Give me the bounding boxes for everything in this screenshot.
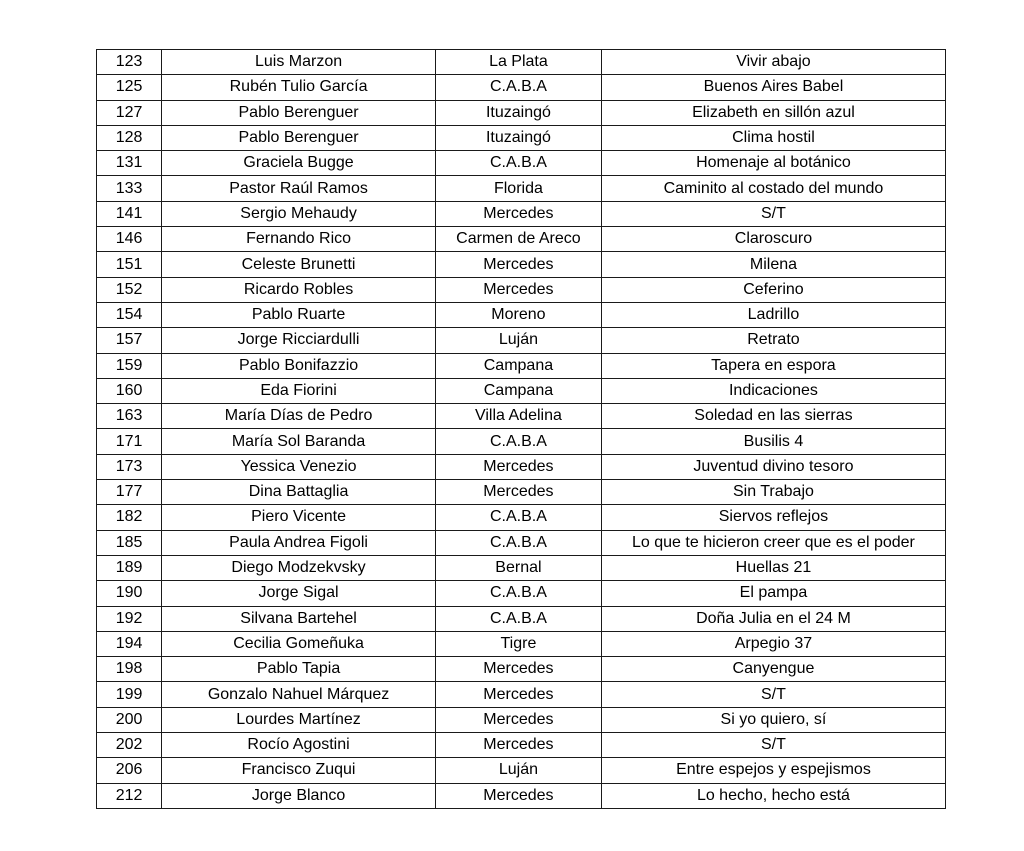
work-title-cell: Ceferino (601, 277, 945, 302)
table-row (97, 328, 946, 353)
entries-table (96, 49, 946, 809)
city-cell: Mercedes (435, 480, 601, 505)
city-cell: Luján (435, 328, 601, 353)
author-cell: Celeste Brunetti (162, 252, 436, 277)
city-cell: C.A.B.A (435, 606, 601, 631)
author-cell: Cecilia Gomeñuka (162, 631, 436, 656)
author-cell: Pablo Ruarte (162, 302, 436, 327)
work-title-cell: Elizabeth en sillón azul (601, 100, 945, 125)
work-title-cell: Canyengue (601, 657, 945, 682)
work-title-cell: S/T (601, 682, 945, 707)
entry-number-cell: 173 (97, 454, 162, 479)
work-title-cell: Siervos reflejos (601, 505, 945, 530)
work-title-cell: Soledad en las sierras (601, 404, 945, 429)
city-cell: Mercedes (435, 682, 601, 707)
table-row (97, 606, 946, 631)
table-row (97, 758, 946, 783)
city-cell: Luján (435, 758, 601, 783)
entry-number-cell: 200 (97, 707, 162, 732)
author-cell: Jorge Ricciardulli (162, 328, 436, 353)
author-cell: Gonzalo Nahuel Márquez (162, 682, 436, 707)
work-title-cell: Entre espejos y espejismos (601, 758, 945, 783)
author-cell: Rocío Agostini (162, 733, 436, 758)
table-row (97, 505, 946, 530)
city-cell: C.A.B.A (435, 151, 601, 176)
table-row (97, 151, 946, 176)
work-title-cell: Huellas 21 (601, 555, 945, 580)
author-cell: Sergio Mehaudy (162, 201, 436, 226)
work-title-cell: Claroscuro (601, 227, 945, 252)
author-cell: Pablo Berenguer (162, 100, 436, 125)
city-cell: Campana (435, 353, 601, 378)
city-cell: Mercedes (435, 252, 601, 277)
work-title-cell: Lo hecho, hecho está (601, 783, 945, 808)
table-row (97, 530, 946, 555)
table-row (97, 50, 946, 75)
entry-number-cell: 185 (97, 530, 162, 555)
author-cell: Graciela Bugge (162, 151, 436, 176)
city-cell: La Plata (435, 50, 601, 75)
entry-number-cell: 157 (97, 328, 162, 353)
entry-number-cell: 127 (97, 100, 162, 125)
city-cell: Villa Adelina (435, 404, 601, 429)
entry-number-cell: 146 (97, 227, 162, 252)
entry-number-cell: 160 (97, 378, 162, 403)
city-cell: Mercedes (435, 657, 601, 682)
work-title-cell: Juventud divino tesoro (601, 454, 945, 479)
entry-number-cell: 159 (97, 353, 162, 378)
entry-number-cell: 151 (97, 252, 162, 277)
entry-number-cell: 190 (97, 581, 162, 606)
table-row (97, 733, 946, 758)
entry-number-cell: 163 (97, 404, 162, 429)
entry-number-cell: 152 (97, 277, 162, 302)
city-cell: C.A.B.A (435, 429, 601, 454)
city-cell: C.A.B.A (435, 75, 601, 100)
table-row (97, 657, 946, 682)
author-cell: Silvana Bartehel (162, 606, 436, 631)
table-row (97, 454, 946, 479)
table-row (97, 404, 946, 429)
city-cell: Mercedes (435, 783, 601, 808)
entry-number-cell: 199 (97, 682, 162, 707)
work-title-cell: Indicaciones (601, 378, 945, 403)
entry-number-cell: 206 (97, 758, 162, 783)
city-cell: Tigre (435, 631, 601, 656)
table-row (97, 378, 946, 403)
work-title-cell: El pampa (601, 581, 945, 606)
author-cell: Luis Marzon (162, 50, 436, 75)
city-cell: C.A.B.A (435, 581, 601, 606)
work-title-cell: Buenos Aires Babel (601, 75, 945, 100)
table-row (97, 707, 946, 732)
table-row (97, 252, 946, 277)
entry-number-cell: 154 (97, 302, 162, 327)
entry-number-cell: 123 (97, 50, 162, 75)
city-cell: C.A.B.A (435, 505, 601, 530)
table-row (97, 302, 946, 327)
entry-number-cell: 131 (97, 151, 162, 176)
author-cell: Jorge Blanco (162, 783, 436, 808)
work-title-cell: Caminito al costado del mundo (601, 176, 945, 201)
entry-number-cell: 133 (97, 176, 162, 201)
work-title-cell: Doña Julia en el 24 M (601, 606, 945, 631)
entry-number-cell: 128 (97, 125, 162, 150)
entry-number-cell: 177 (97, 480, 162, 505)
city-cell: C.A.B.A (435, 530, 601, 555)
entry-number-cell: 194 (97, 631, 162, 656)
entry-number-cell: 202 (97, 733, 162, 758)
author-cell: Pablo Bonifazzio (162, 353, 436, 378)
work-title-cell: Busilis 4 (601, 429, 945, 454)
author-cell: Yessica Venezio (162, 454, 436, 479)
city-cell: Campana (435, 378, 601, 403)
table-row (97, 201, 946, 226)
table-row (97, 125, 946, 150)
author-cell: Rubén Tulio García (162, 75, 436, 100)
author-cell: Jorge Sigal (162, 581, 436, 606)
city-cell: Mercedes (435, 454, 601, 479)
author-cell: Paula Andrea Figoli (162, 530, 436, 555)
table-row (97, 429, 946, 454)
work-title-cell: Si yo quiero, sí (601, 707, 945, 732)
entry-number-cell: 141 (97, 201, 162, 226)
author-cell: Ricardo Robles (162, 277, 436, 302)
author-cell: Diego Modzekvsky (162, 555, 436, 580)
city-cell: Florida (435, 176, 601, 201)
entry-number-cell: 182 (97, 505, 162, 530)
table-row (97, 783, 946, 808)
work-title-cell: Ladrillo (601, 302, 945, 327)
work-title-cell: Sin Trabajo (601, 480, 945, 505)
entries-table-body (97, 50, 946, 809)
work-title-cell: Tapera en espora (601, 353, 945, 378)
city-cell: Mercedes (435, 201, 601, 226)
table-row (97, 227, 946, 252)
table-row (97, 100, 946, 125)
city-cell: Mercedes (435, 707, 601, 732)
author-cell: Piero Vicente (162, 505, 436, 530)
city-cell: Ituzaingó (435, 100, 601, 125)
city-cell: Mercedes (435, 277, 601, 302)
author-cell: María Días de Pedro (162, 404, 436, 429)
work-title-cell: Retrato (601, 328, 945, 353)
city-cell: Mercedes (435, 733, 601, 758)
author-cell: Francisco Zuqui (162, 758, 436, 783)
table-row (97, 581, 946, 606)
table-row (97, 631, 946, 656)
author-cell: Pastor Raúl Ramos (162, 176, 436, 201)
table-row (97, 277, 946, 302)
author-cell: María Sol Baranda (162, 429, 436, 454)
entry-number-cell: 171 (97, 429, 162, 454)
table-row (97, 555, 946, 580)
author-cell: Lourdes Martínez (162, 707, 436, 732)
city-cell: Ituzaingó (435, 125, 601, 150)
work-title-cell: Homenaje al botánico (601, 151, 945, 176)
work-title-cell: S/T (601, 733, 945, 758)
work-title-cell: S/T (601, 201, 945, 226)
author-cell: Dina Battaglia (162, 480, 436, 505)
entry-number-cell: 198 (97, 657, 162, 682)
table-row (97, 75, 946, 100)
city-cell: Bernal (435, 555, 601, 580)
entry-number-cell: 192 (97, 606, 162, 631)
entry-number-cell: 212 (97, 783, 162, 808)
work-title-cell: Lo que te hicieron creer que es el poder (601, 530, 945, 555)
work-title-cell: Clima hostil (601, 125, 945, 150)
entry-number-cell: 125 (97, 75, 162, 100)
work-title-cell: Vivir abajo (601, 50, 945, 75)
table-row (97, 480, 946, 505)
author-cell: Eda Fiorini (162, 378, 436, 403)
table-row (97, 353, 946, 378)
city-cell: Carmen de Areco (435, 227, 601, 252)
author-cell: Pablo Tapia (162, 657, 436, 682)
entry-number-cell: 189 (97, 555, 162, 580)
table-row (97, 176, 946, 201)
work-title-cell: Arpegio 37 (601, 631, 945, 656)
author-cell: Pablo Berenguer (162, 125, 436, 150)
city-cell: Moreno (435, 302, 601, 327)
author-cell: Fernando Rico (162, 227, 436, 252)
work-title-cell: Milena (601, 252, 945, 277)
table-row (97, 682, 946, 707)
